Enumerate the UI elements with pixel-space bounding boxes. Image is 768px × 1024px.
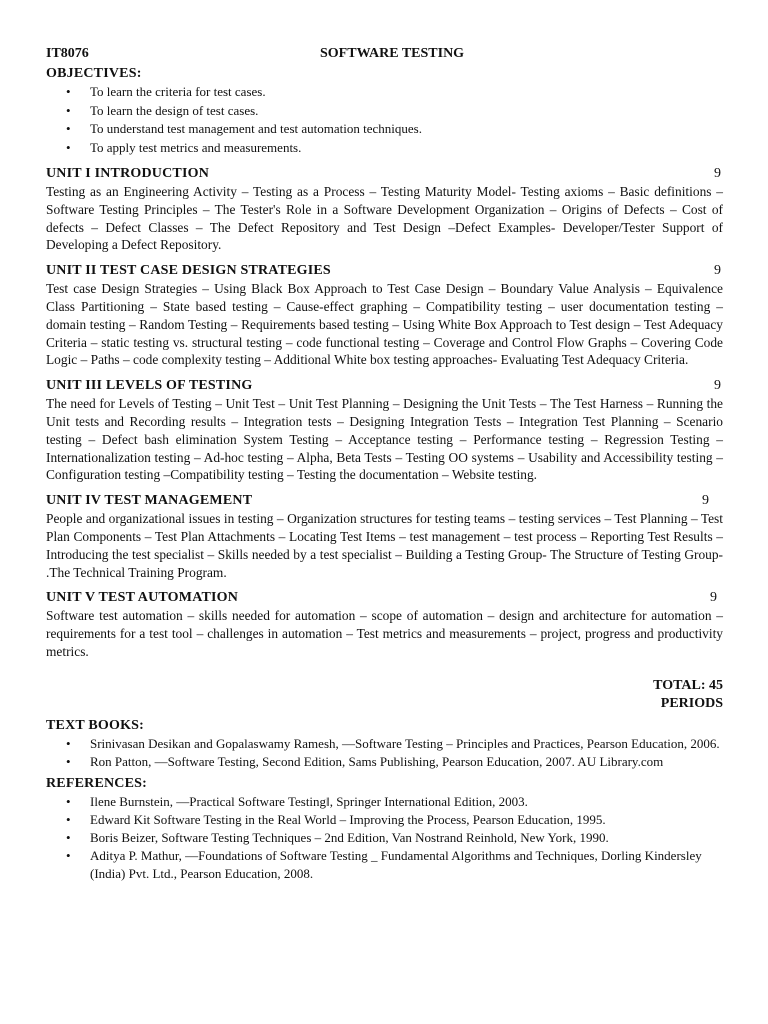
unit-5: [46, 589, 723, 660]
reference-item: • Aditya P. Mathur, ―Foundations of Software Testing _ Fundamental Algorithms and Techniques, Dorling Kindersley (India) Pvt. Ltd., Pearson Education, 2008.: [90, 847, 723, 883]
text-book-item: • Ron Patton, ―Software Testing, Second Edition, Sams Publishing, Pearson Education, 2007. AU Library.com: [90, 753, 723, 771]
objectives-section: [46, 65, 723, 157]
reference-item: • Boris Beizer, Software Testing Techniques – 2nd Edition, Van Nostrand Reinhold, New York, 1990.: [90, 829, 723, 847]
total-periods: [46, 677, 723, 713]
objectives-list: [46, 83, 723, 157]
objective-item: • To understand test management and test automation techniques.: [90, 120, 723, 139]
course-code: IT8076: [46, 46, 89, 61]
unit-1: [46, 165, 723, 254]
unit-hours: 9: [710, 590, 717, 606]
references-heading: REFERENCES:: [46, 775, 147, 791]
total-line: TOTAL: 45: [653, 677, 723, 693]
text-books-section: [46, 717, 723, 771]
course-title: SOFTWARE TESTING: [320, 46, 465, 61]
unit-title: UNIT I INTRODUCTION: [46, 166, 210, 181]
unit-2: [46, 262, 723, 369]
unit-title: UNIT II TEST CASE DESIGN STRATEGIES: [46, 263, 331, 279]
objective-item: • To apply test metrics and measurements.: [90, 139, 723, 158]
references-section: [46, 775, 723, 883]
document-header: [46, 46, 723, 64]
unit-body: The need for Levels of Testing – Unit Test – Unit Test Planning – Designing the Unit Tests – The Test Harness – Running the Unit tests and Recording results – Integration tests – Designing Integration Tests – Integration Test Planning – Scenario testing – Defect bash elimination System Testing – Acceptance testing – Performance testing – Regression Testing – Internationalization testing – Ad-hoc testing – Alpha, Beta Tests – Testing OO systems – Usability and Accessibility testing – Configuration testing –Compatibility testing – Testing the documentation – Website testing.: [46, 396, 723, 483]
text-book-item: • Srinivasan Desikan and Gopalaswamy Ramesh, ―Software Testing – Principles and Practices, Pearson Education, 2006.: [90, 735, 723, 753]
unit-body: Test case Design Strategies – Using Black Box Approach to Test Case Design – Boundary Value Analysis – Equivalence Class Partitioning – State based testing – Cause-effect graphing – Compatibility testing – user documentation testing – domain testing – Random Testing – Requirements based testing – Using White Box Approach to Test design – Test Adequacy Criteria – static testing vs. structural testing – code functional testing – Coverage and Control Flow Graphs – Covering Code Logic – Paths – code complexity testing – Additional White box testing approaches- Evaluating Test Adequacy Criteria.: [46, 281, 723, 368]
syllabus-page: [46, 46, 723, 883]
unit-body: Software test automation – skills needed for automation – scope of automation – design and architecture for automation – requirements for a test tool – challenges in automation – Test metrics and measurements – project, progress and productivity metrics.: [46, 608, 723, 659]
unit-hours: 9: [714, 166, 721, 181]
periods-line: PERIODS: [660, 695, 723, 711]
unit-hours: 9: [714, 378, 721, 394]
reference-item: • Edward Kit Software Testing in the Real World – Improving the Process, Pearson Education, 1995.: [90, 811, 723, 829]
objectives-heading: OBJECTIVES:: [46, 66, 142, 81]
objective-item: • To learn the design of test cases.: [90, 102, 723, 121]
unit-body: People and organizational issues in testing – Organization structures for testing teams – testing services – Test Planning – Test Plan Components – Test Plan Attachments – Locating Test Items – test management – test process – Reporting Test Results – Introducing the test specialist – Skills needed by a test specialist – Building a Testing Group- The Structure of Testing Group- .The Technical Training Program.: [46, 511, 723, 580]
unit-body: Testing as an Engineering Activity – Testing as a Process – Testing Maturity Model- Testing axioms – Basic definitions – Software Testing Principles – The Tester's Role in a Software Development Organization – Origins of Defects – Cost of defects – Defect Classes – The Defect Repository and Test Design –Defect Examples- Developer/Tester Support of Developing a Defect Repository.: [46, 184, 723, 253]
reference-item: • Ilene Burnstein, ―Practical Software Testing‖, Springer International Edition, 2003.: [90, 793, 723, 811]
unit-title: UNIT III LEVELS OF TESTING: [46, 378, 253, 394]
text-books-list: [46, 735, 723, 771]
text-books-heading: TEXT BOOKS:: [46, 717, 145, 733]
unit-4: [46, 492, 723, 581]
unit-title: UNIT IV TEST MANAGEMENT: [46, 493, 253, 509]
unit-3: [46, 377, 723, 484]
unit-title: UNIT V TEST AUTOMATION: [46, 590, 239, 606]
references-list: [46, 793, 723, 883]
unit-hours: 9: [714, 263, 721, 279]
unit-hours: 9: [702, 493, 709, 509]
objective-item: • To learn the criteria for test cases.: [90, 83, 723, 102]
